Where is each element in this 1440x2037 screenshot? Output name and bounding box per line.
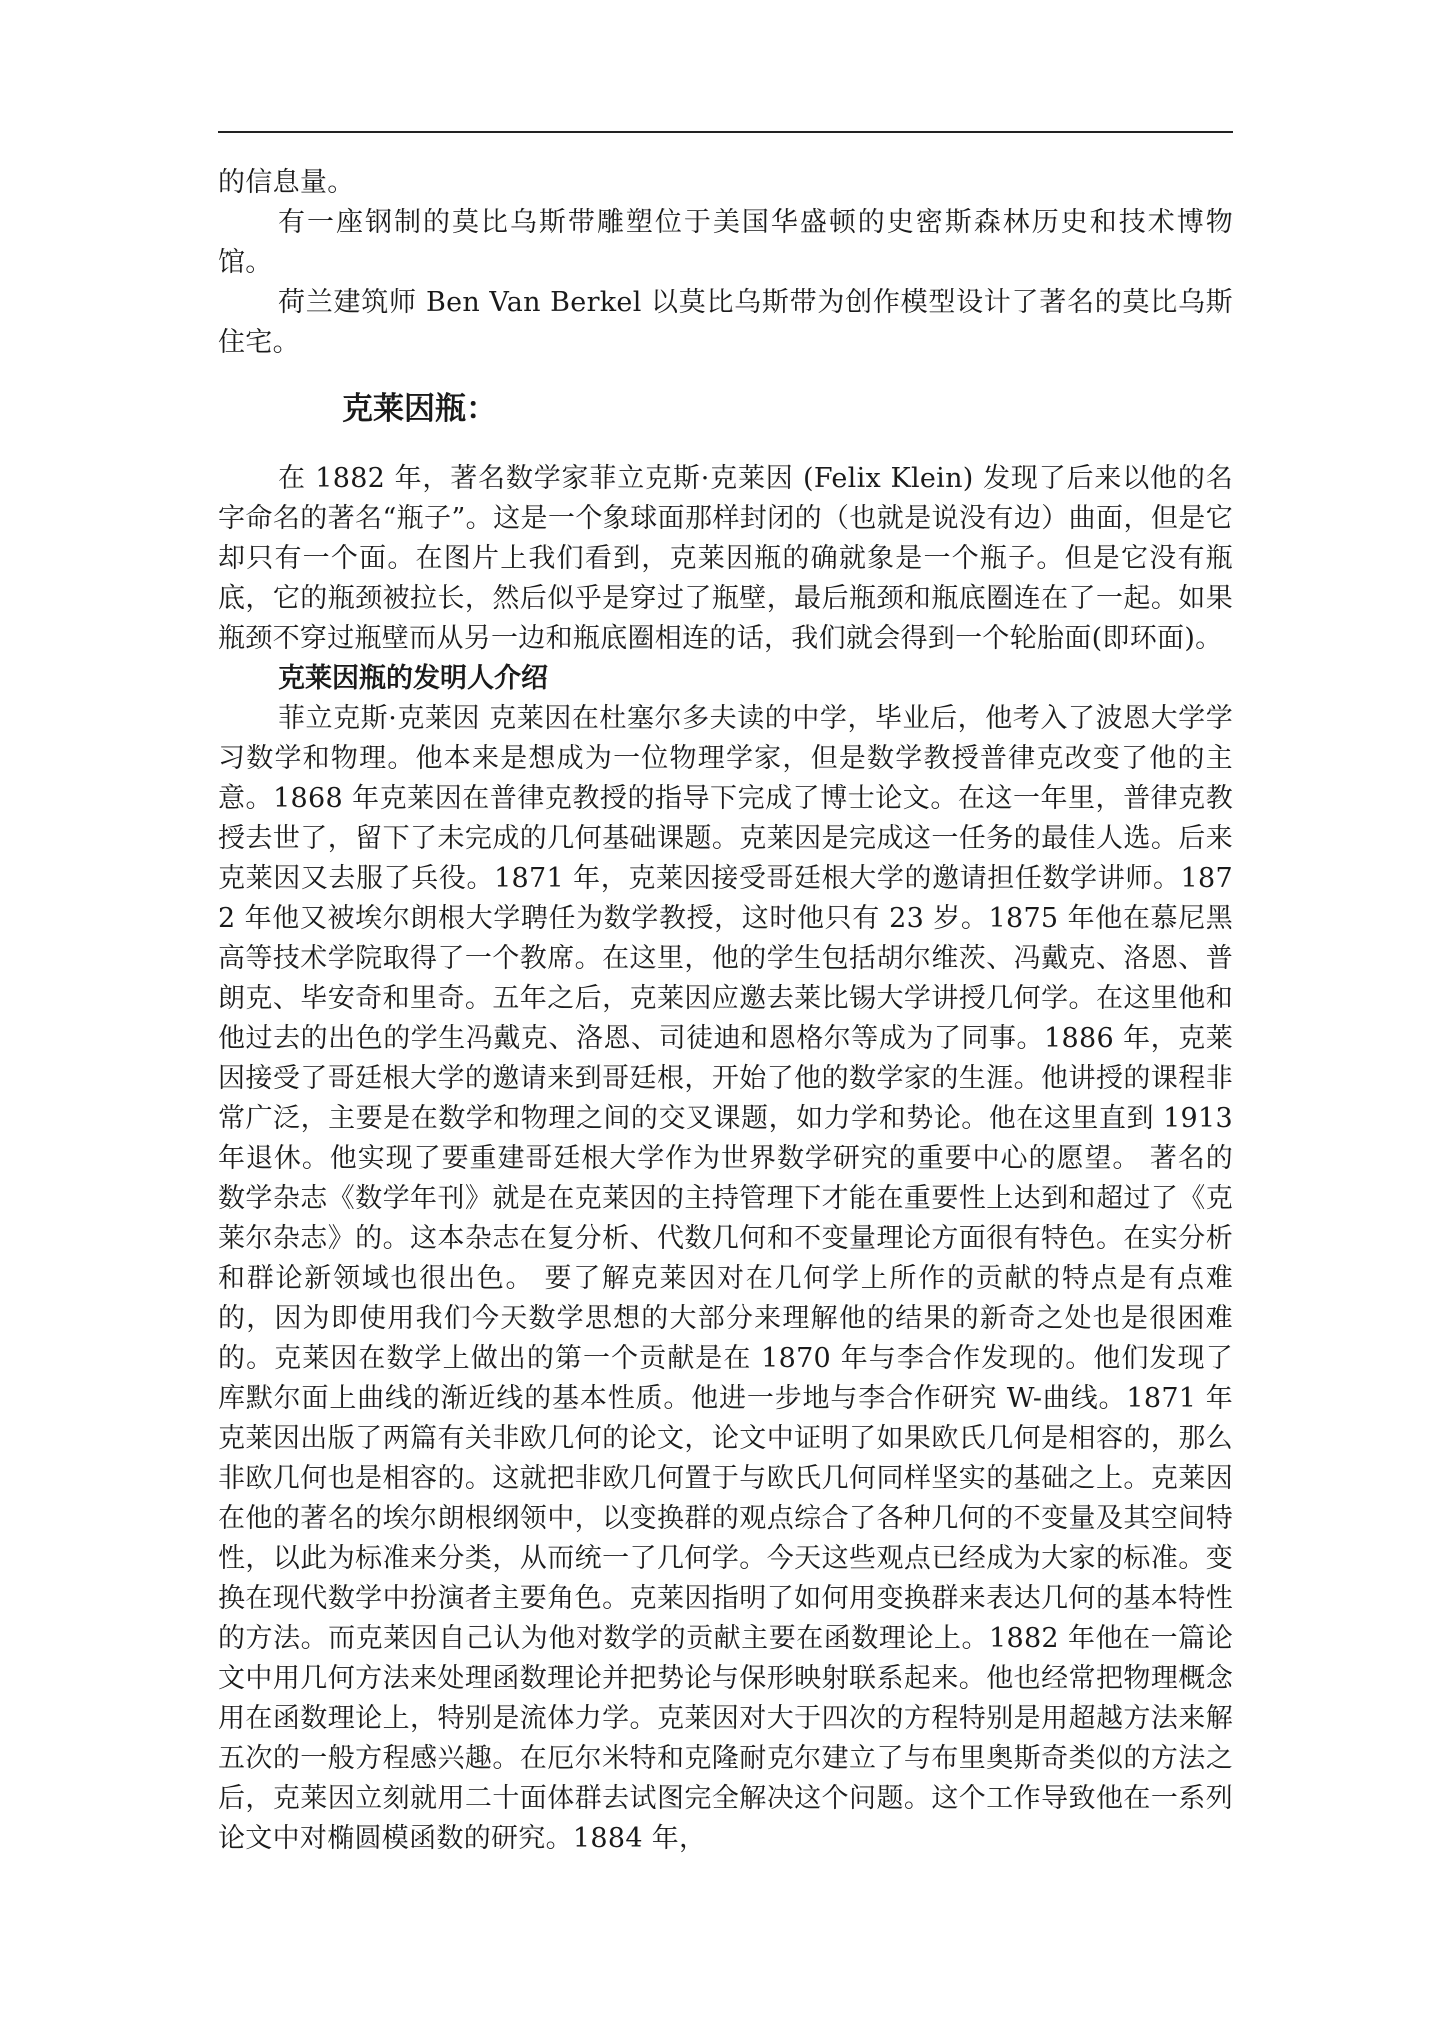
- header-rule: [218, 131, 1233, 133]
- paragraph-klein-biography: 菲立克斯·克莱因 克莱因在杜塞尔多夫读的中学，毕业后，他考入了波恩大学学习数学和物理。他本来是想成为一位物理学家，但是数学教授普律克改变了他的主意。1868 年克莱因在普律克教授的指导下完成了博士论文。在这一年里，普律克教授去世了，留下了未完成的几何基础课题。克莱因是完成这一任务的最佳人选。后来克莱因又去服了兵役。1871 年，克莱因接受哥廷根大学的邀请担任数学讲师。1872 年他又被埃尔朗根大学聘任为数学教授，这时他只有 23 岁。1875 年他在慕尼黑高等技术学院取得了一个教席。在这里，他的学生包括胡尔维茨、冯戴克、洛恩、普朗克、毕安奇和里奇。五年之后，克莱因应邀去莱比锡大学讲授几何学。在这里他和他过去的出色的学生冯戴克、洛恩、司徒迪和恩格尔等成为了同事。1886 年，克莱因接受了哥廷根大学的邀请来到哥廷根，开始了他的数学家的生涯。他讲授的课程非常广泛，主要是在数学和物理之间的交叉课题，如力学和势论。他在这里直到 1913 年退休。他实现了要重建哥廷根大学作为世界数学研究的重要中心的愿望。 著名的数学杂志《数学年刊》就是在克莱因的主持管理下才能在重要性上达到和超过了《克莱尔杂志》的。这本杂志在复分析、代数几何和不变量理论方面很有特色。在实分析和群论新领域也很出色。 要了解克莱因对在几何学上所作的贡献的特点是有点难的，因为即使用我们今天数学思想的大部分来理解他的结果的新奇之处也是很困难的。克莱因在数学上做出的第一个贡献是在 1870 年与李合作发现的。他们发现了库默尔面上曲线的渐近线的基本性质。他进一步地与李合作研究 W-曲线。1871 年克莱因出版了两篇有关非欧几何的论文，论文中证明了如果欧氏几何是相容的，那么非欧几何也是相容的。这就把非欧几何置于与欧氏几何同样坚实的基础之上。克莱因在他的著名的埃尔朗根纲领中，以变换群的观点综合了各种几何的不变量及其空间特性，以此为标准来分类，从而统一了几何学。今天这些观点已经成为大家的标准。变换在现代数学中扮演者主要角色。克莱因指明了如何用变换群来表达几何的基本特性的方法。而克莱因自己认为他对数学的贡献主要在函数理论上。1882 年他在一篇论文中用几何方法来处理函数理论并把势论与保形映射联系起来。他也经常把物理概念用在函数理论上，特别是流体力学。克莱因对大于四次的方程特别是用超越方法来解五次的一般方程感兴趣。在厄尔米特和克隆耐克尔建立了与布里奥斯奇类似的方法之后，克莱因立刻就用二十面体群去试图完全解决这个问题。这个工作导致他在一系列论文中对椭圆模函数的研究。1884 年，: [218, 703, 1233, 1854]
- document-body: [218, 163, 1233, 1859]
- paragraph-architect: 荷兰建筑师 Ben Van Berkel 以莫比乌斯带为创作模型设计了著名的莫比乌斯住宅。: [218, 287, 1233, 358]
- paragraph-sculpture: 有一座钢制的莫比乌斯带雕塑位于美国华盛顿的史密斯森林历史和技术博物馆。: [218, 207, 1233, 278]
- section-heading-klein-bottle: 克莱因瓶：: [342, 391, 497, 427]
- subheading-inventor: 克莱因瓶的发明人介绍: [278, 663, 548, 694]
- paragraph-continuation: 的信息量。: [218, 167, 355, 198]
- paragraph-klein-intro: 在 1882 年，著名数学家菲立克斯·克莱因 (Felix Klein) 发现了后来以他的名字命名的著名“瓶子”。这是一个象球面那样封闭的（也就是说没有边）曲面，但是它却只有一个面。在图片上我们看到，克莱因瓶的确就象是一个瓶子。但是它没有瓶底，它的瓶颈被拉长，然后似乎是穿过了瓶壁，最后瓶颈和瓶底圈连在了一起。如果瓶颈不穿过瓶壁而从另一边和瓶底圈相连的话，我们就会得到一个轮胎面(即环面)。: [218, 463, 1233, 654]
